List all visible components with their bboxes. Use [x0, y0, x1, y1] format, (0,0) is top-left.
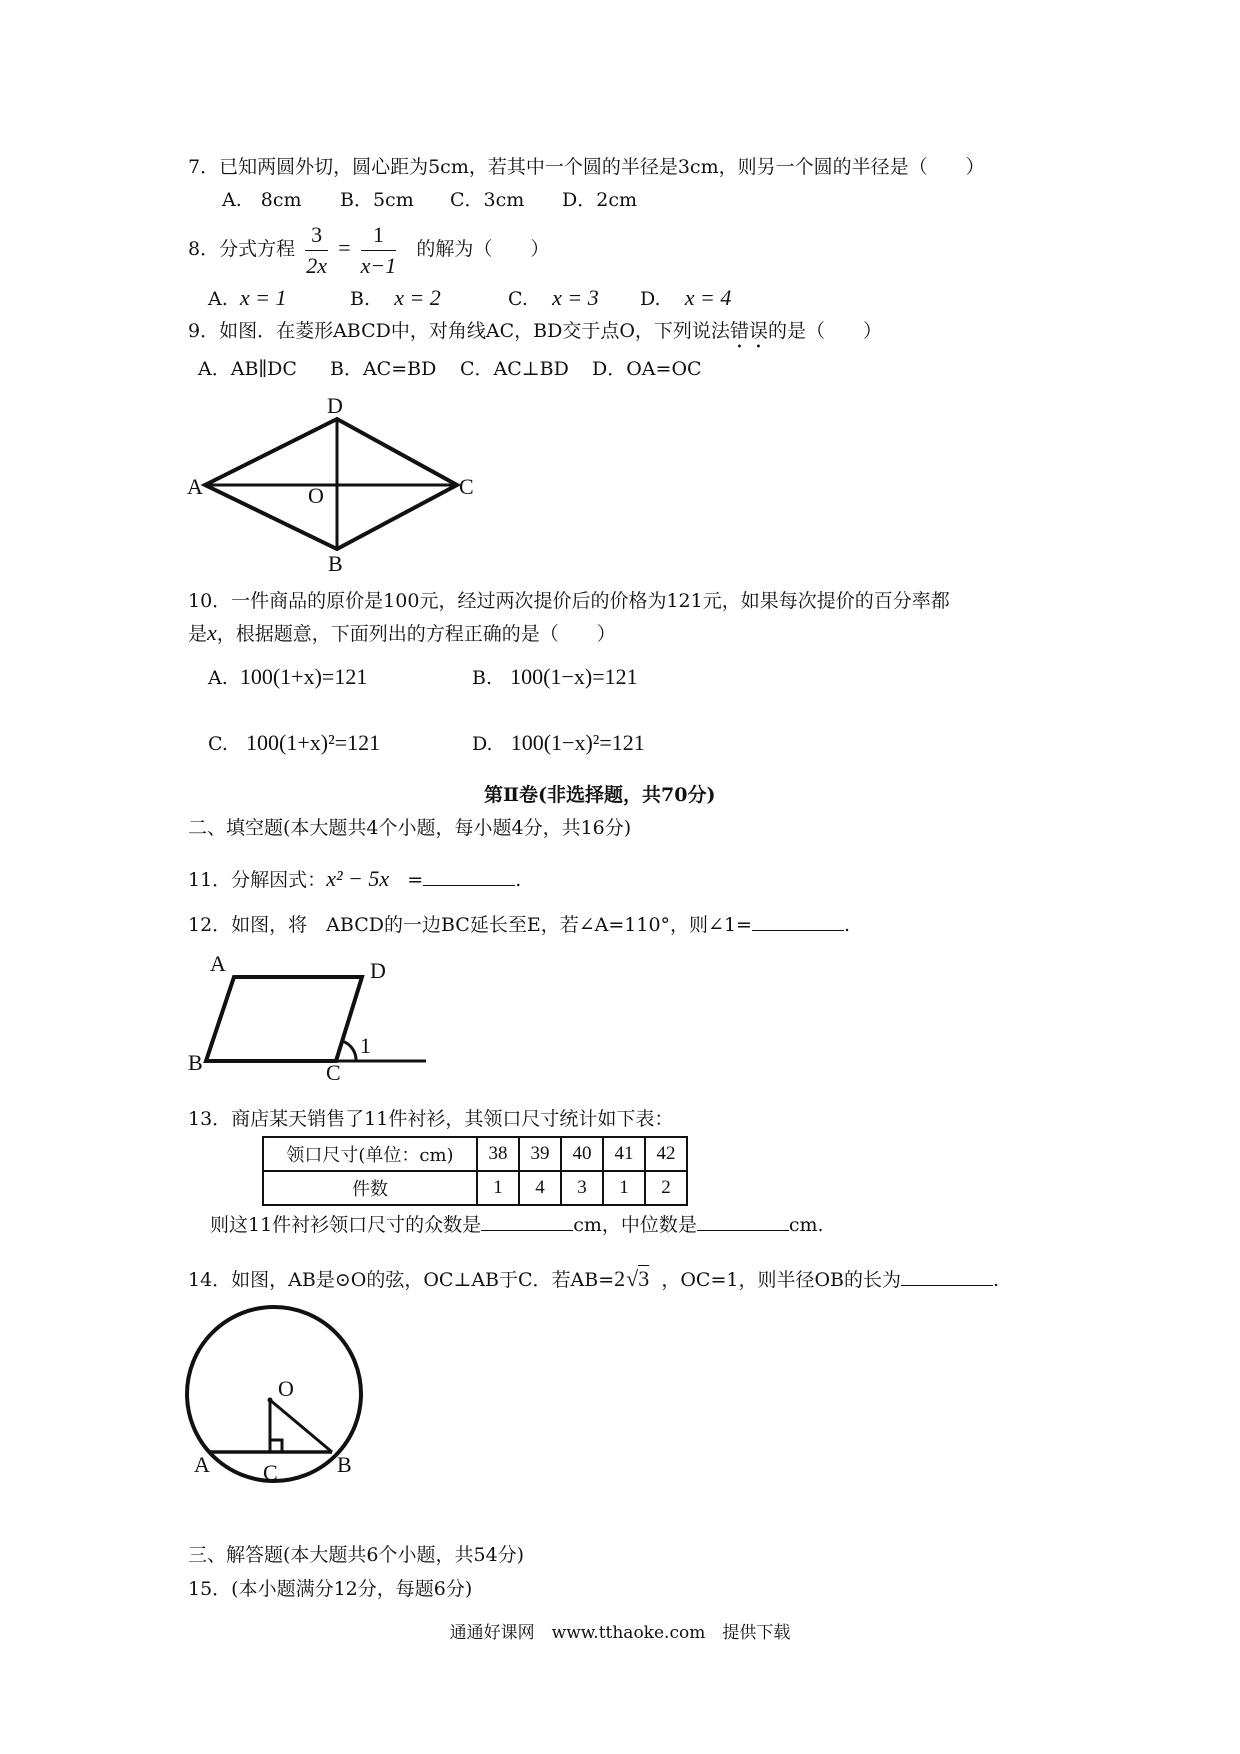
- q9-option-b: B．AC=BD: [330, 358, 437, 380]
- q8-option-d: D. x = 4: [640, 285, 732, 310]
- q8-frac1-den: 2x: [306, 252, 328, 278]
- q10-var: x: [207, 620, 217, 645]
- q8-option-b: B. x = 2: [350, 285, 441, 310]
- q8-equals: =: [338, 235, 351, 260]
- q8-frac1-num: 3: [305, 220, 328, 251]
- circle-figure: [180, 1300, 380, 1490]
- q8-frac2-num: 1: [361, 220, 397, 251]
- label-c: C: [263, 1460, 278, 1485]
- label-1: 1: [360, 1033, 371, 1058]
- table-cell: 39: [519, 1137, 561, 1171]
- q15-line: 15．(本小题满分12分，每题6分): [188, 1578, 473, 1600]
- q12-blank: [752, 912, 844, 931]
- q9-option-c: C．AC⊥BD: [460, 358, 569, 380]
- q10-option-a: A. 100(1+x)=121: [208, 664, 368, 689]
- q7-option-d: D．2cm: [562, 189, 637, 211]
- table-row: [263, 1137, 687, 1171]
- label-b: B: [328, 551, 343, 575]
- label-a: A: [194, 1452, 210, 1477]
- q11-blank: [423, 867, 515, 886]
- q14-radicand: 3: [638, 1266, 650, 1291]
- parallelogram-figure: [184, 952, 444, 1082]
- label-c: C: [459, 474, 474, 499]
- label-o: O: [278, 1376, 294, 1401]
- q8-frac2-den: x−1: [360, 252, 397, 278]
- section2-heading: 二、填空题(本大题共4个小题，每小题4分，共16分): [188, 817, 632, 839]
- section2-title: 第Ⅱ卷(非选择题，共70分): [484, 784, 716, 806]
- table-header-size: 领口尺寸(单位：cm): [263, 1137, 477, 1171]
- table-cell: 42: [645, 1137, 687, 1171]
- parallelogram-outline: [206, 977, 362, 1061]
- q14-blank: [901, 1267, 993, 1286]
- q10-line2: 是x，根据题意，下面列出的方程正确的是（ ）: [188, 620, 616, 645]
- table-cell: 3: [561, 1171, 603, 1205]
- q9-emphasis: 错误: [729, 320, 768, 342]
- q7-option-b: B．5cm: [340, 189, 414, 211]
- q9-option-d: D．OA=OC: [592, 358, 702, 380]
- q10-line1: 10．一件商品的原价是100元，经过两次提价后的价格为121元，如果每次提价的百分率都: [188, 590, 950, 612]
- q9-stem: 9．如图．在菱形ABCD中，对角线AC，BD交于点O，下列说法错误的是（ ）: [188, 320, 882, 342]
- section3-heading: 三、解答题(本大题共6个小题，共54分): [188, 1544, 525, 1566]
- label-b: B: [337, 1452, 352, 1477]
- table-cell: 1: [603, 1171, 645, 1205]
- label-d: D: [370, 958, 386, 983]
- segment-ob: [270, 1400, 332, 1452]
- q11-line: 11．分解因式：x² − 5x = .: [188, 866, 522, 891]
- table-cell: 1: [477, 1171, 519, 1205]
- q12-line: 12．如图，将 ABCD的一边BC延长至E，若∠A=110°，则∠1= .: [188, 914, 851, 936]
- label-a: A: [187, 474, 203, 499]
- q13-blank-mode: [481, 1212, 573, 1231]
- q13-blank-median: [697, 1212, 789, 1231]
- q7-stem: 7．已知两圆外切，圆心距为5cm，若其中一个圆的半径是3cm，则另一个圆的半径是（ ）: [188, 156, 985, 178]
- q13-after: 则这11件衬衫领口尺寸的众数是 cm，中位数是 cm.: [210, 1214, 824, 1236]
- q8-option-a: A. x = 1: [208, 285, 287, 310]
- label-c: C: [326, 1060, 341, 1082]
- table-header-count: 件数: [263, 1171, 477, 1205]
- q7-option-c: C．3cm: [450, 189, 525, 211]
- table-cell: 4: [519, 1171, 561, 1205]
- q8-fraction-1: [305, 220, 328, 281]
- table-cell: 38: [477, 1137, 519, 1171]
- page-footer: 通通好课网 www.tthaoke.com 提供下载: [449, 1623, 791, 1643]
- sqrt-icon: √: [626, 1266, 639, 1291]
- q10-option-c: C. 100(1+x)²=121: [208, 730, 381, 755]
- table-row: [263, 1171, 687, 1205]
- q8-fraction-2: [361, 220, 397, 281]
- q8-suffix: 的解为（ ）: [416, 238, 550, 260]
- q8-option-c: C. x = 3: [508, 285, 599, 310]
- q7-option-a: A. 8cm: [222, 189, 302, 211]
- circle-o: [187, 1307, 361, 1481]
- right-angle-mark: [270, 1440, 282, 1452]
- q10-option-b: B. 100(1−x)=121: [472, 664, 638, 689]
- q13-stem: 13．商店某天销售了11件衬衫，其领口尺寸统计如下表：: [188, 1108, 674, 1130]
- collar-size-table: [262, 1136, 688, 1206]
- label-o: O: [308, 483, 324, 508]
- label-d: D: [327, 395, 343, 418]
- table-cell: 2: [645, 1171, 687, 1205]
- table-cell: 41: [603, 1137, 645, 1171]
- label-a: A: [210, 952, 226, 976]
- rhombus-figure: [180, 395, 490, 575]
- center-dot: [268, 1398, 273, 1403]
- q14-coef: 2: [614, 1266, 626, 1291]
- q8-stem: [188, 218, 549, 281]
- q8-prefix: 8．分式方程: [188, 238, 296, 260]
- label-b: B: [188, 1050, 203, 1075]
- angle-1-arc: [342, 1041, 356, 1061]
- q11-expr: x² − 5x: [326, 866, 390, 891]
- q10-option-d: D. 100(1−x)²=121: [472, 730, 645, 755]
- table-cell: 40: [561, 1137, 603, 1171]
- q14-line: 14．如图，AB是⊙O的弦，OC⊥AB于C．若AB=2√3 ，OC=1，则半径OB的长为 .: [188, 1266, 1000, 1291]
- q9-option-a: A．AB∥DC: [198, 358, 297, 380]
